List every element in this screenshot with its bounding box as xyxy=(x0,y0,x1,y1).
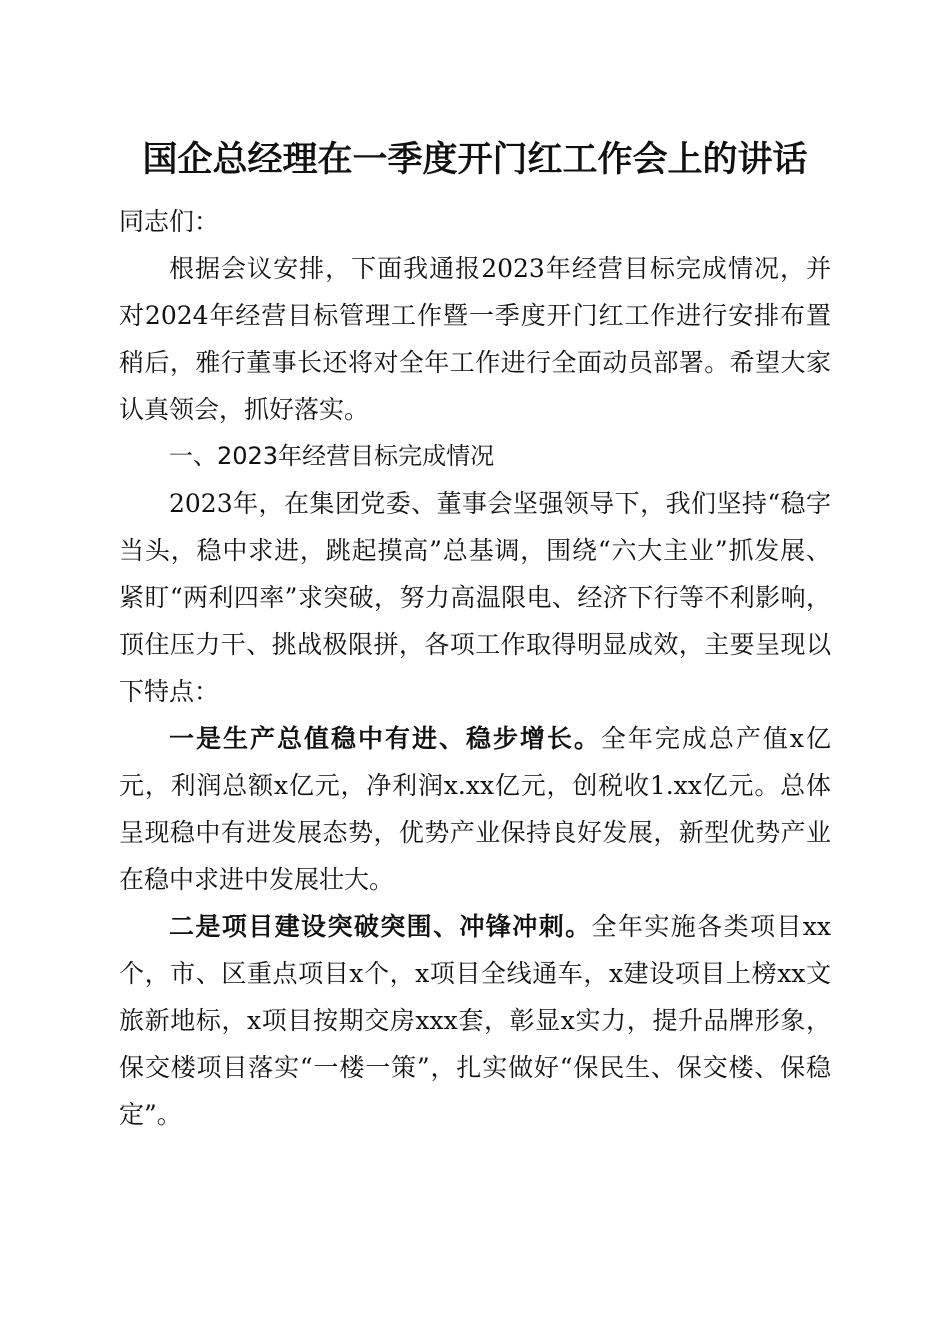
intro-paragraph: 根据会议安排，下面我通报2023年经营目标完成情况，并对2024年经营目标管理工作暨一季度开门红工作进行安排布置稍后，雅行董事长还将对全年工作进行全面动员部署。希望大家认真领会，抓好落实。 xyxy=(119,254,831,424)
point-lead-2: 二是项目建设突破突围、冲锋冲刺。 xyxy=(169,912,592,941)
point-paragraph-1 xyxy=(119,715,831,903)
point-lead-1: 一是生产总值稳中有进、稳步增长。 xyxy=(169,724,601,753)
salutation: 同志们： xyxy=(119,207,220,236)
document-title: 国企总经理在一季度开门红工作会上的讲话 xyxy=(142,139,808,180)
section-heading: 一、2023年经营目标完成情况 xyxy=(169,442,495,470)
section-paragraph: 2023年，在集团党委、董事会坚强领导下，我们坚持“稳字当头，稳中求进，跳起摸高”总基调，围绕“六大主业”抓发展、紧盯“两利四率”求突破，努力高温限电、经济下行等不利影响，顶住压力干、挑战极限拼，各项工作取得明显成效，主要呈现以下特点： xyxy=(119,489,831,706)
point-text-2: 全年实施各类项目xx个，市、区重点项目x个，x项目全线通车，x建设项目上榜xx文旅新地标，x项目按期交房xxx套，彰显x实力，提升品牌形象，保交楼项目落实“一楼一策”，扎实做好“保民生、保交楼、保稳定”。 xyxy=(119,912,831,1129)
point-paragraph-2 xyxy=(119,903,831,1138)
point-text-1: 全年完成总产值x亿元，利润总额x亿元，净利润x.xx亿元，创税收1.xx亿元。总体呈现稳中有进发展态势，优势产业保持良好发展，新型优势产业在稳中求进中发展壮大。 xyxy=(119,724,831,894)
document-body xyxy=(119,198,831,1138)
